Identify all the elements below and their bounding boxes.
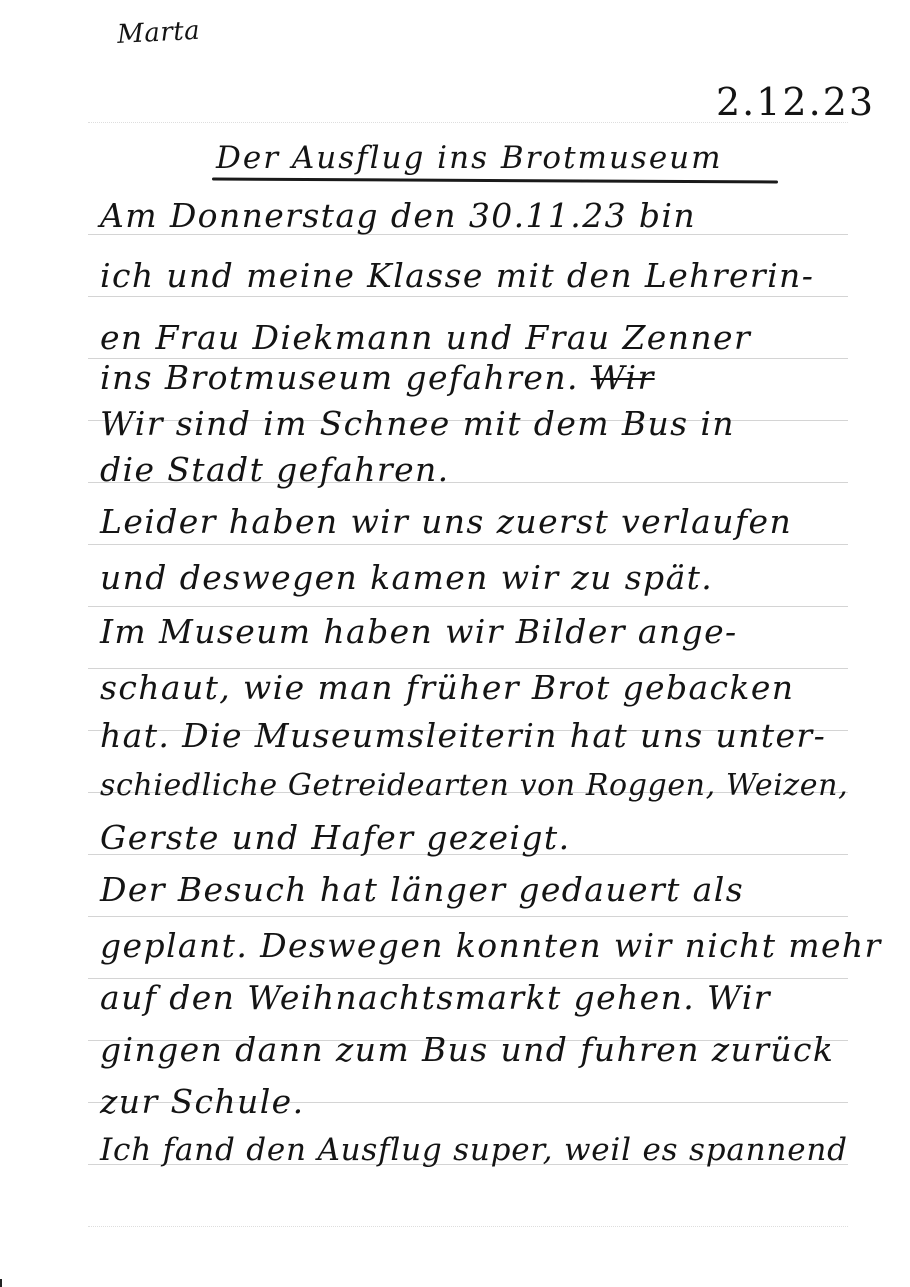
struck-word: Wir bbox=[590, 358, 655, 397]
text-line: Ich fand den Ausflug super, weil es spannend bbox=[100, 1132, 848, 1168]
ruled-line bbox=[88, 1226, 848, 1227]
text-line: die Stadt gefahren. bbox=[100, 450, 450, 489]
text-line: schiedliche Getreidearten von Roggen, Weizen, bbox=[100, 768, 849, 803]
document-title: Der Ausflug ins Brotmuseum bbox=[216, 140, 723, 176]
text-line: hat. Die Museumsleiterin hat uns unter- bbox=[100, 716, 827, 755]
text-line: geplant. Deswegen konnten wir nicht mehr bbox=[100, 926, 882, 965]
ruled-line bbox=[88, 606, 848, 607]
text-line: schaut, wie man früher Brot gebacken bbox=[100, 668, 795, 707]
text-line: en Frau Diekmann und Frau Zenner bbox=[100, 318, 752, 357]
document-date: 2.12.23 bbox=[716, 80, 876, 124]
author-name: Marta bbox=[116, 15, 201, 51]
ruled-line bbox=[88, 296, 848, 297]
text-line: Im Museum haben wir Bilder ange- bbox=[100, 612, 738, 651]
ruled-line bbox=[88, 544, 848, 545]
text-line: gingen dann zum Bus und fuhren zurück bbox=[100, 1030, 835, 1069]
text-line: Am Donnerstag den 30.11.23 bin bbox=[100, 196, 697, 235]
text-line: zur Schule. bbox=[100, 1082, 305, 1121]
page-edge-mark bbox=[0, 1279, 2, 1287]
text-line: Gerste und Hafer gezeigt. bbox=[100, 818, 571, 857]
title-underline bbox=[212, 178, 778, 184]
text-line: ins Brotmuseum gefahren. bbox=[100, 358, 579, 397]
text-line: und deswegen kamen wir zu spät. bbox=[100, 558, 714, 597]
text-line: Wir sind im Schnee mit dem Bus in bbox=[100, 404, 735, 443]
ruled-line bbox=[88, 916, 848, 917]
text-line: ich und meine Klasse mit den Lehrerin- bbox=[100, 256, 815, 295]
text-line: Leider haben wir uns zuerst verlaufen bbox=[100, 502, 793, 541]
text-line: Der Besuch hat länger gedauert als bbox=[100, 870, 745, 909]
text-line: auf den Weihnachtsmarkt gehen. Wir bbox=[100, 978, 771, 1017]
text-line-with-strike bbox=[100, 358, 655, 397]
